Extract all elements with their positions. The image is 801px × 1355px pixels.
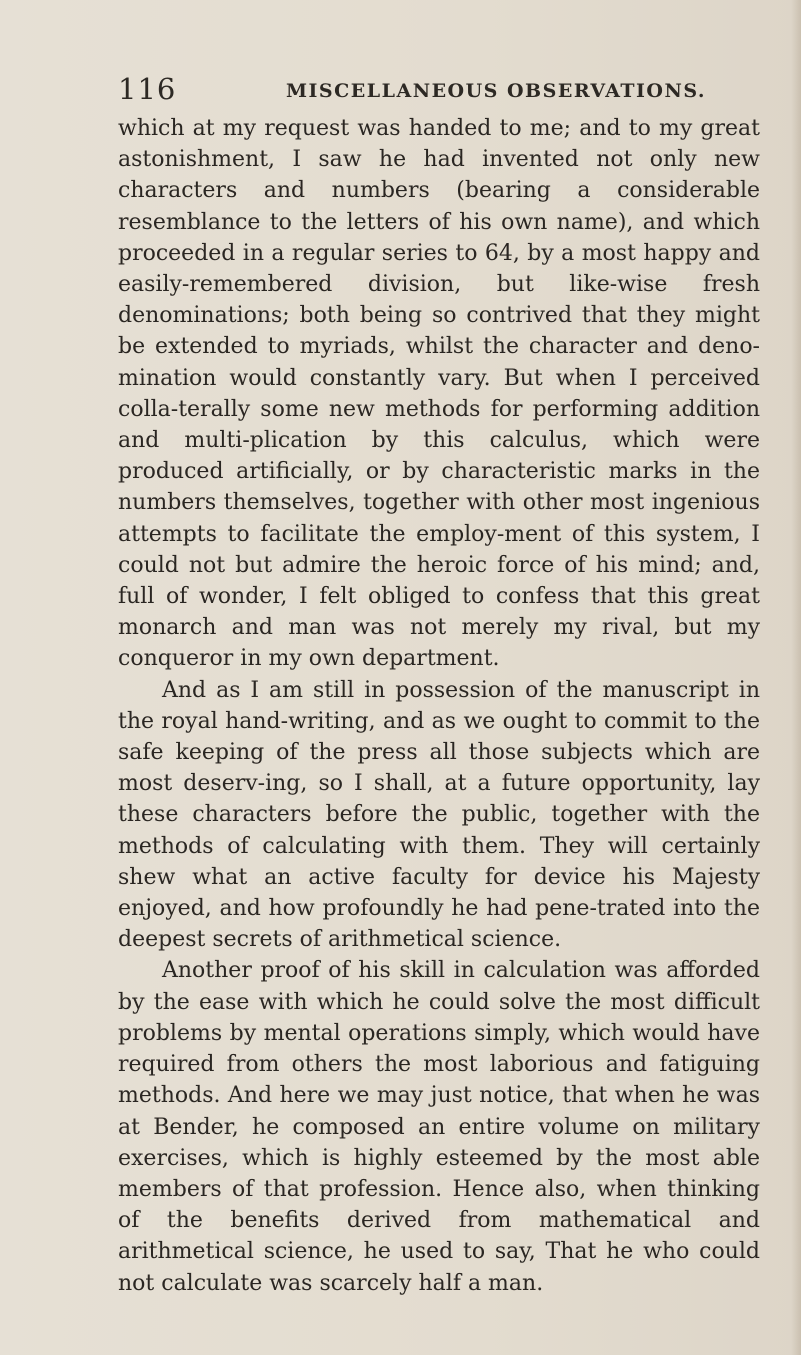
paragraph-1: which at my request was handed to me; and to my great astonishment, I saw he had invented not only new characters and numbers (bearing a considerable resemblance to the letters of his own name), and which proceeded in a regular series to 64, by a most happy and easily-remembered division, but like-wise fresh denominations; both being so contrived that they might be extended to myriads, whilst the character and deno-mination would constantly vary. But when I perceived colla-terally some new methods for performing addition and multi-plication by this calculus, which were produced artificially, or by characteristic marks in the numbers themselves, together with other most ingenious attempts to facilitate the employ-ment of this system, I could not but admire the heroic force of his mind; and, full of wonder, I felt obliged to confess that this great monarch and man was not merely my rival, but my conqueror in my own department. (118, 116, 760, 672)
paragraph-2: And as I am still in possession of the manuscript in the royal hand-writing, and as we ought to commit to the safe keeping of the press all those subjects which are most deserv-ing, so I shall, at a future opportunity, lay these characters before the public, together with the methods of calculating with them. They will certainly shew what an active faculty for device his Majesty enjoyed, and how profoundly he had pene-trated into the deepest secrets of arithmetical science. (118, 677, 760, 953)
page-edge-shadow (791, 0, 801, 1355)
running-head (118, 72, 758, 112)
running-title: MISCELLANEOUS OBSERVATIONS. (286, 80, 707, 102)
paragraph-3: Another proof of his skill in calculation was afforded by the ease with which he could solve the most difficult problems by mental operations simply, which would have required from others the most laborious and fatiguing methods. And here we may just notice, that when he was at Bender, he composed an entire volume on military exercises, which is highly esteemed by the most able members of that profession. Hence also, when thinking of the benefits derived from mathematical and arithmetical science, he used to say, That he who could not calculate was scarcely half a man. (118, 958, 760, 1296)
page-number: 116 (118, 72, 177, 106)
body-text (118, 113, 760, 1299)
